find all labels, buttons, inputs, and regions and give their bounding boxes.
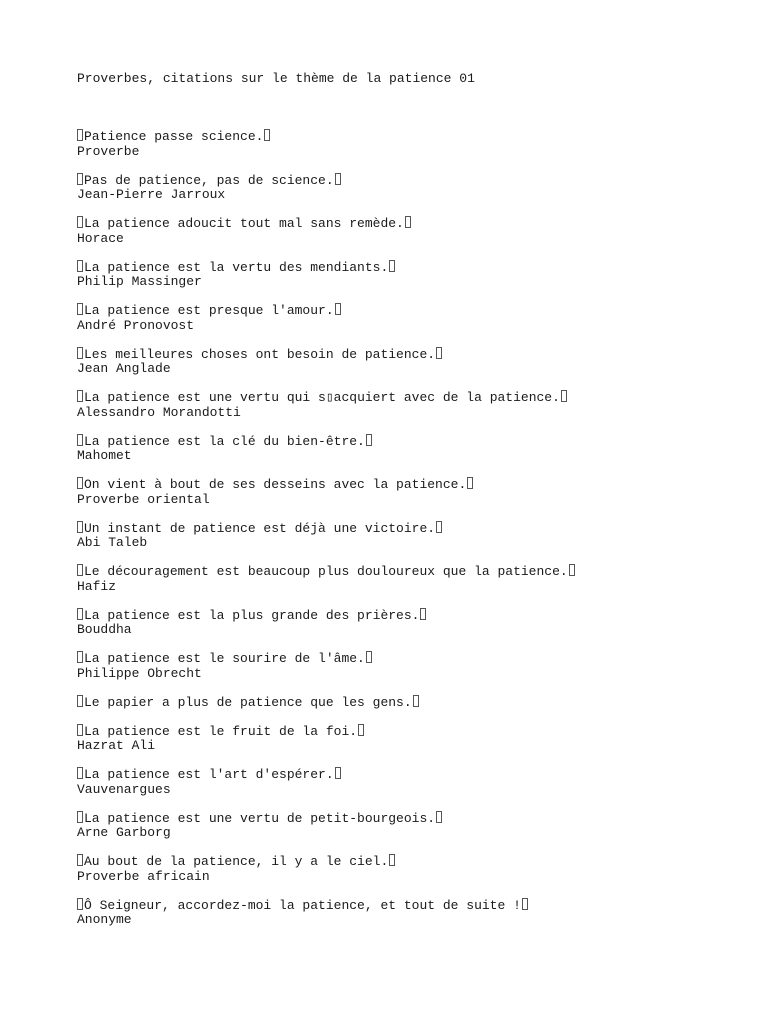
quote-entry [77,434,757,478]
missing-glyph-icon [77,811,83,823]
quote-entry [77,347,757,391]
quote-author: Proverbe [77,143,140,159]
quote-text: Le papier a plus de patience que les gens. [84,694,412,710]
quote-entry [77,260,757,304]
quote-text: Ô Seigneur, accordez-moi la patience, et tout de suite ! [84,897,521,913]
missing-glyph-icon [335,767,341,779]
quote-entry [77,695,757,724]
missing-glyph-icon [413,695,419,707]
quote-text: Le découragement est beaucoup plus douloureux que la patience. [84,564,568,579]
missing-glyph-icon [77,434,83,446]
quote-author: Bouddha [77,622,132,638]
quote-author: Arne Garborg [77,825,171,841]
quote-author: Jean Anglade [77,361,171,377]
quote-line [77,854,757,870]
quote-text: Les meilleures choses ont besoin de patience. [84,346,436,362]
quote-line [77,695,757,711]
missing-glyph-icon [522,898,528,910]
quote-author: Horace [77,230,124,246]
missing-glyph-icon [335,303,341,315]
missing-glyph-icon [561,390,567,402]
quote-text: La patience est la vertu des mendiants. [84,259,389,275]
quote-author: Philippe Obrecht [77,665,202,681]
missing-glyph-icon [77,767,83,779]
missing-glyph-icon [77,898,83,910]
quote-entry [77,767,757,811]
quote-text: Pas de patience, pas de science. [84,172,334,188]
missing-glyph-icon [77,564,83,576]
quote-line [77,173,757,189]
quote-line [77,651,757,667]
missing-glyph-icon [467,477,473,489]
quote-entry [77,854,757,898]
missing-glyph-icon [366,651,372,663]
missing-glyph-icon [77,695,83,707]
quote-line [77,216,757,232]
quote-entry [77,811,757,855]
missing-glyph-icon [405,216,411,228]
quote-line [77,564,757,580]
quote-entry [77,651,757,695]
quote-entry [77,477,757,521]
missing-glyph-icon [77,724,83,736]
missing-glyph-icon [436,521,442,533]
quote-line [77,434,757,450]
quote-list [77,129,757,941]
quote-line [77,608,757,624]
quote-author: Hazrat Ali [77,738,156,754]
quote-entry [77,564,757,608]
quote-entry [77,303,757,347]
quote-entry [77,724,757,768]
missing-glyph-icon [77,521,83,533]
quote-author: Philip Massinger [77,274,202,290]
quote-text: Un instant de patience est déjà une victoire. [84,520,436,536]
page-title: Proverbes, citations sur le thème de la patience 01 [77,71,475,86]
missing-glyph-icon [77,477,83,489]
quote-text: Patience passe science. [84,129,264,144]
quote-line [77,260,757,276]
quote-line [77,767,757,783]
quote-text: La patience est une vertu qui s▯acquiert avec de la patience. [84,390,560,405]
missing-glyph-icon [77,216,83,228]
quote-entry [77,173,757,217]
quote-line [77,347,757,363]
quote-author: Vauvenargues [77,781,171,797]
quote-line [77,811,757,827]
missing-glyph-icon [77,608,83,620]
quote-line [77,129,757,145]
quote-author: Hafiz [77,578,117,594]
quote-entry [77,898,757,942]
quote-entry [77,608,757,652]
quote-line [77,898,757,914]
quote-entry [77,216,757,260]
missing-glyph-icon [389,260,395,272]
quote-author: Anonyme [77,912,132,928]
missing-glyph-icon [436,347,442,359]
quote-line [77,521,757,537]
quote-text: La patience est la plus grande des prières. [84,607,420,623]
quote-author: Alessandro Morandotti [77,404,241,420]
quote-entry [77,390,757,434]
quote-line [77,724,757,740]
quote-entry [77,129,757,173]
quote-text: La patience est le fruit de la foi. [84,723,358,739]
quote-author: Abi Taleb [77,535,148,551]
quote-text: La patience adoucit tout mal sans remède. [84,216,404,231]
quote-author: Proverbe africain [77,868,210,884]
missing-glyph-icon [77,651,83,663]
quote-text: La patience est l'art d'espérer. [84,767,334,782]
quote-author: Jean-Pierre Jarroux [77,187,226,203]
missing-glyph-icon [77,390,83,402]
missing-glyph-icon [77,173,83,185]
quote-author: André Pronovost [77,317,195,333]
missing-glyph-icon [77,347,83,359]
quote-author: Mahomet [77,448,132,464]
quote-line [77,477,757,493]
quote-entry [77,521,757,565]
quote-text: La patience est le sourire de l'âme. [84,651,365,666]
missing-glyph-icon [77,129,83,141]
missing-glyph-icon [358,724,364,736]
missing-glyph-icon [366,434,372,446]
missing-glyph-icon [77,303,83,315]
missing-glyph-icon [77,854,83,866]
missing-glyph-icon [77,260,83,272]
missing-glyph-icon [389,854,395,866]
missing-glyph-icon [420,608,426,620]
missing-glyph-icon [335,173,341,185]
quote-author: Proverbe oriental [77,491,210,507]
missing-glyph-icon [264,129,270,141]
missing-glyph-icon [436,811,442,823]
quote-text: On vient à bout de ses desseins avec la patience. [84,477,467,492]
quote-text: La patience est presque l'amour. [84,303,334,318]
quote-line [77,390,757,406]
quote-text: La patience est la clé du bien-être. [84,433,365,449]
quote-text: La patience est une vertu de petit-bourgeois. [84,810,436,826]
quote-text: Au bout de la patience, il y a le ciel. [84,854,389,869]
quote-line [77,303,757,319]
missing-glyph-icon [569,564,575,576]
